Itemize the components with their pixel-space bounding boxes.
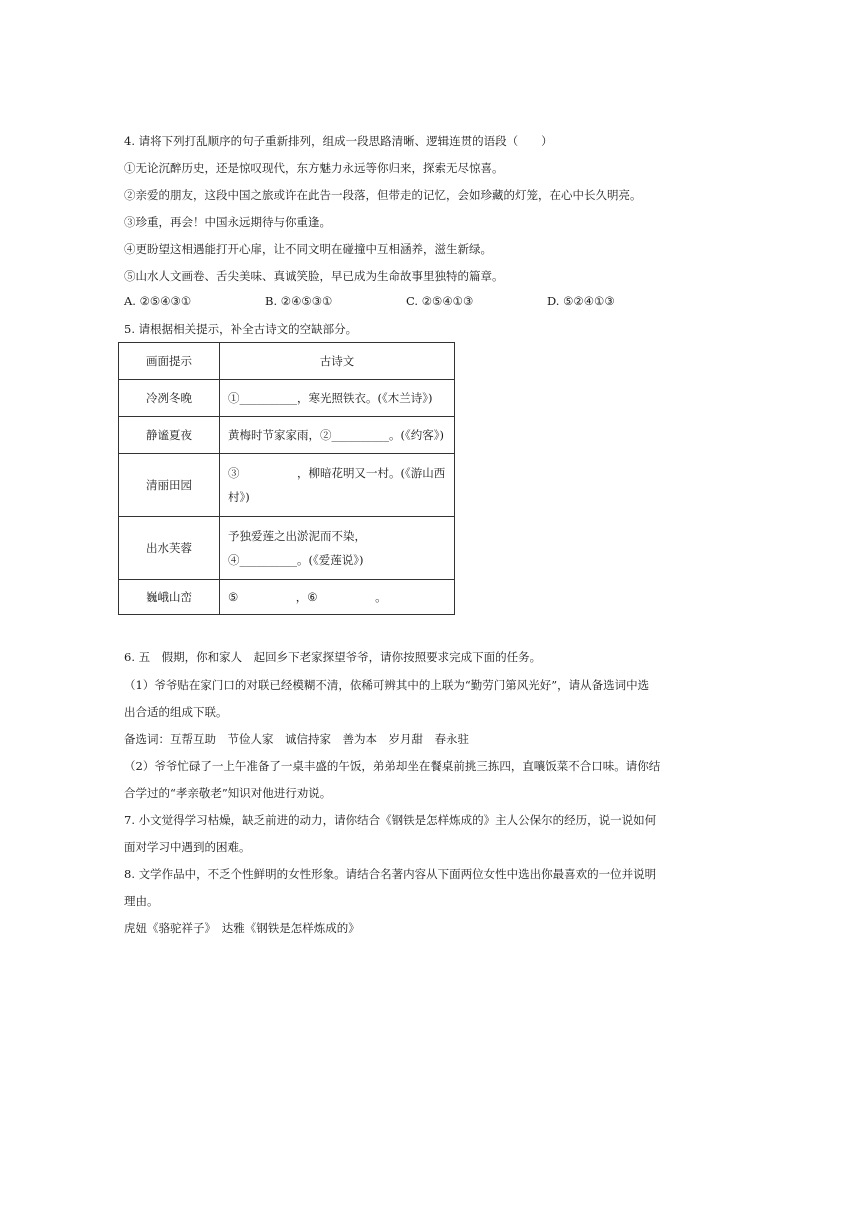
table-row bbox=[119, 580, 455, 615]
table-row bbox=[119, 454, 455, 517]
poem-table bbox=[118, 342, 455, 615]
q6-stem: 6. 五 假期，你和家人 起回乡下老家探望爷爷，请你按照要求完成下面的任务。 bbox=[124, 650, 542, 664]
poem-cell: ①__________，寒光照铁衣。(《木兰诗》) bbox=[220, 380, 455, 417]
table-row bbox=[119, 517, 455, 580]
q8-line1: 8. 文学作品中，不乏个性鲜明的女性形象。请结合名著内容从下面两位女性中选出你最喜欢的一位并说明 bbox=[124, 867, 657, 881]
hint-cell: 出水芙蓉 bbox=[119, 517, 220, 580]
q6-candidates: 备选词：互帮互助 节俭人家 诚信持家 善为本 岁月甜 春永驻 bbox=[124, 732, 469, 746]
q6-part1-line1: （1）爷爷贴在家门口的对联已经模糊不清，依稀可辨其中的上联为“勤劳门第风光好”，请从备选词中选 bbox=[124, 678, 650, 692]
q8-line3: 虎妞《骆驼祥子》 达雅《钢铁是怎样炼成的》 bbox=[124, 921, 360, 935]
q6-part2-line1: （2）爷爷忙碌了一上午准备了一桌丰盛的午饭，弟弟却坐在餐桌前挑三拣四，直嚷饭菜不合口味。请你结 bbox=[124, 759, 661, 773]
q4-options bbox=[124, 294, 644, 312]
q4-option-b: B. ②④⑤③① bbox=[265, 294, 333, 308]
q7-line2: 面对学习中遇到的困难。 bbox=[124, 840, 251, 854]
hint-cell: 冷冽冬晚 bbox=[119, 380, 220, 417]
q6-part1-line2: 出合适的组成下联。 bbox=[124, 705, 228, 719]
q6-part2-line2: 合学过的“孝亲敬老”知识对他进行劝说。 bbox=[124, 786, 332, 800]
q4-option-c: C. ②⑤④①③ bbox=[406, 294, 474, 308]
poem-cell: ③ ，柳暗花明又一村。(《游山西村》) bbox=[220, 454, 455, 517]
hint-cell: 清丽田园 bbox=[119, 454, 220, 517]
q8-line2: 理由。 bbox=[124, 894, 159, 908]
q4-option-a: A. ②⑤④③① bbox=[124, 294, 192, 308]
table-row bbox=[119, 380, 455, 417]
poem-cell: 予独爱莲之出淤泥而不染，④__________。(《爱莲说》) bbox=[220, 517, 455, 580]
table-header-poem: 古诗文 bbox=[220, 343, 455, 380]
hint-cell: 静谧夏夜 bbox=[119, 417, 220, 454]
q5-stem: 5. 请根据相关提示，补全古诗文的空缺部分。 bbox=[124, 322, 358, 336]
q4-sentence-4: ④更盼望这相遇能打开心扉，让不同文明在碰撞中互相涵养，滋生新绿。 bbox=[124, 242, 492, 256]
table-row bbox=[119, 417, 455, 454]
q4-option-d: D. ⑤②④①③ bbox=[547, 294, 615, 308]
q4-sentence-3: ③珍重，再会！中国永远期待与你重逢。 bbox=[124, 215, 331, 229]
q4-sentence-1: ①无论沉醉历史，还是惊叹现代，东方魅力永远等你归来，探索无尽惊喜。 bbox=[124, 161, 504, 175]
q7-line1: 7. 小文觉得学习枯燥，缺乏前进的动力，请你结合《钢铁是怎样炼成的》主人公保尔的经历，说一说如何 bbox=[124, 813, 657, 827]
poem-cell: ⑤ ，⑥ 。 bbox=[220, 580, 455, 615]
hint-cell: 巍峨山峦 bbox=[119, 580, 220, 615]
q4-sentence-5: ⑤山水人文画卷、舌尖美味、真诚笑脸，早已成为生命故事里独特的篇章。 bbox=[124, 269, 504, 283]
poem-cell: 黄梅时节家家雨，②__________。(《约客》) bbox=[220, 417, 455, 454]
q4-sentence-2: ②亲爱的朋友，这段中国之旅或许在此告一段落，但带走的记忆，会如珍藏的灯笼，在心中长久明亮。 bbox=[124, 188, 642, 202]
table-header-row bbox=[119, 343, 455, 380]
table-header-hint: 画面提示 bbox=[119, 343, 220, 380]
q4-stem: 4. 请将下列打乱顺序的句子重新排列，组成一段思路清晰、逻辑连贯的语段（ ） bbox=[124, 134, 553, 148]
